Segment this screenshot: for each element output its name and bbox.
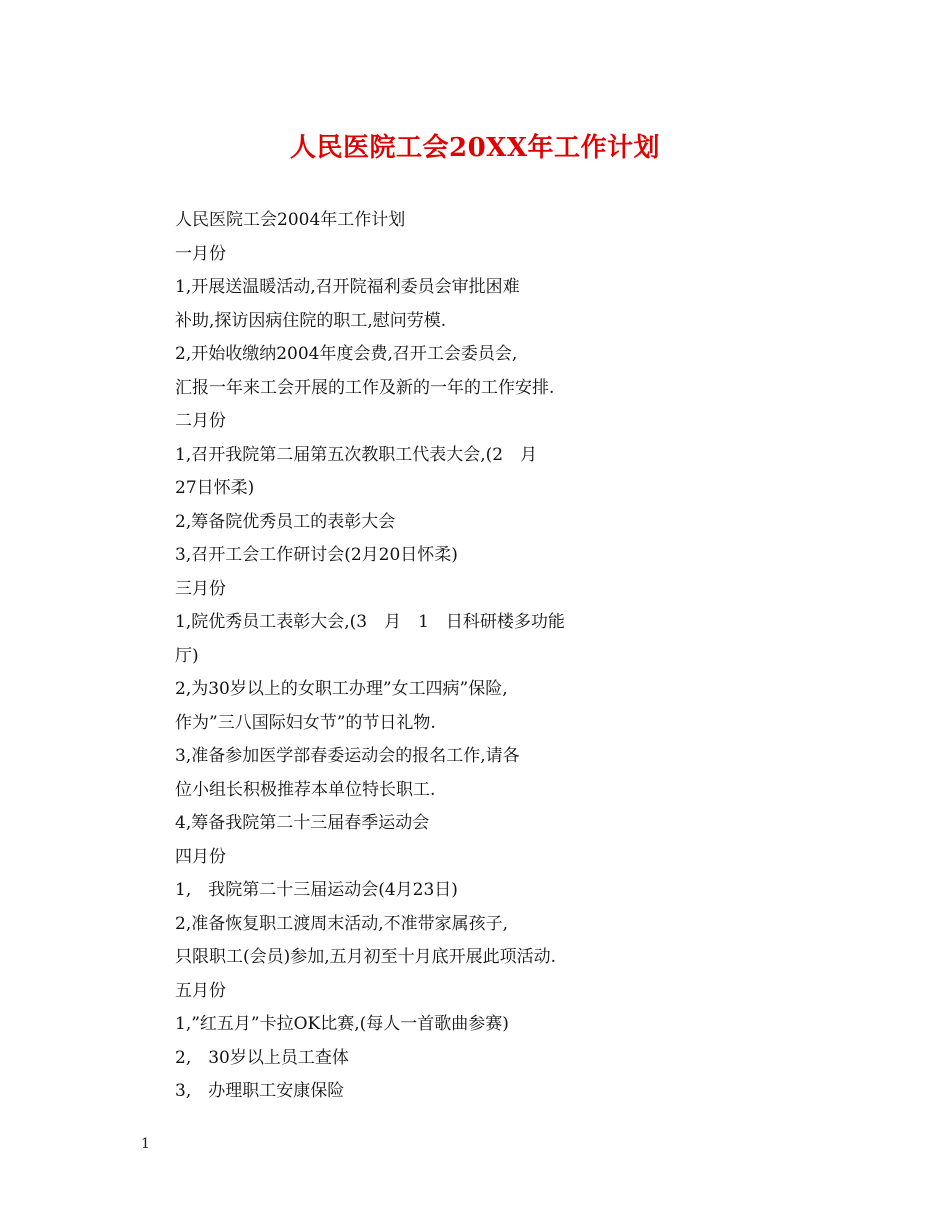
- text-line: 2,筹备院优秀员工的表彰大会: [175, 511, 396, 532]
- document-title: 人民医院工会20XX年工作计划: [289, 133, 661, 163]
- text-line: 人民医院工会2004年工作计划: [175, 210, 406, 230]
- text-line: 一月份: [175, 243, 226, 264]
- text-line: 1, 我院第二十三届运动会(4月23日): [175, 880, 458, 900]
- text-line: 二月份: [175, 411, 226, 431]
- text-line: 27日怀柔): [175, 478, 255, 498]
- text-line: 4,筹备我院第二十三届春季运动会: [175, 813, 430, 833]
- text-line: 3,召开工会工作研讨会(2月20日怀柔): [175, 545, 458, 565]
- text-line: 1,院优秀员工表彰大会,(3 月 1 日科研楼多功能: [175, 612, 565, 632]
- text-line: 1,开展送温暖活动,召开院福利委员会审批困难: [175, 277, 520, 297]
- text-line: 厅): [175, 645, 199, 666]
- text-line: 1,”红五月”卡拉OK比赛,(每人一首歌曲参赛): [175, 1014, 509, 1034]
- text-line: 1,召开我院第二届第五次教职工代表大会,(2 月: [175, 444, 538, 465]
- text-line: 三月份: [175, 578, 226, 599]
- text-line: 2,开始收缴纳2004年度会费,召开工会委员会,: [175, 344, 518, 364]
- text-line: 只限职工(会员)参加,五月初至十月底开展此项活动.: [175, 947, 557, 967]
- text-line: 汇报一年来工会开展的工作及新的一年的工作安排.: [175, 377, 555, 398]
- text-line: 2, 30岁以上员工查体: [175, 1047, 349, 1068]
- text-line: 四月份: [175, 846, 226, 867]
- text-line: 补助,探访因病住院的职工,慰问劳模.: [175, 310, 447, 331]
- text-line: 2,准备恢复职工渡周末活动,不准带家属孩子,: [175, 913, 509, 934]
- text-line: 五月份: [175, 980, 226, 1001]
- document-body: [175, 204, 735, 1109]
- text-line: 作为”三八国际妇女节”的节日礼物.: [175, 712, 436, 733]
- text-line: 3,准备参加医学部春委运动会的报名工作,请各: [175, 746, 520, 766]
- page-number: 1: [141, 1136, 150, 1152]
- text-line: 3, 办理职工安康保险: [175, 1081, 345, 1101]
- text-line: 位小组长积极推荐本单位特长职工.: [175, 779, 436, 800]
- text-line: 2,为30岁以上的女职工办理”女工四病”保险,: [175, 679, 508, 699]
